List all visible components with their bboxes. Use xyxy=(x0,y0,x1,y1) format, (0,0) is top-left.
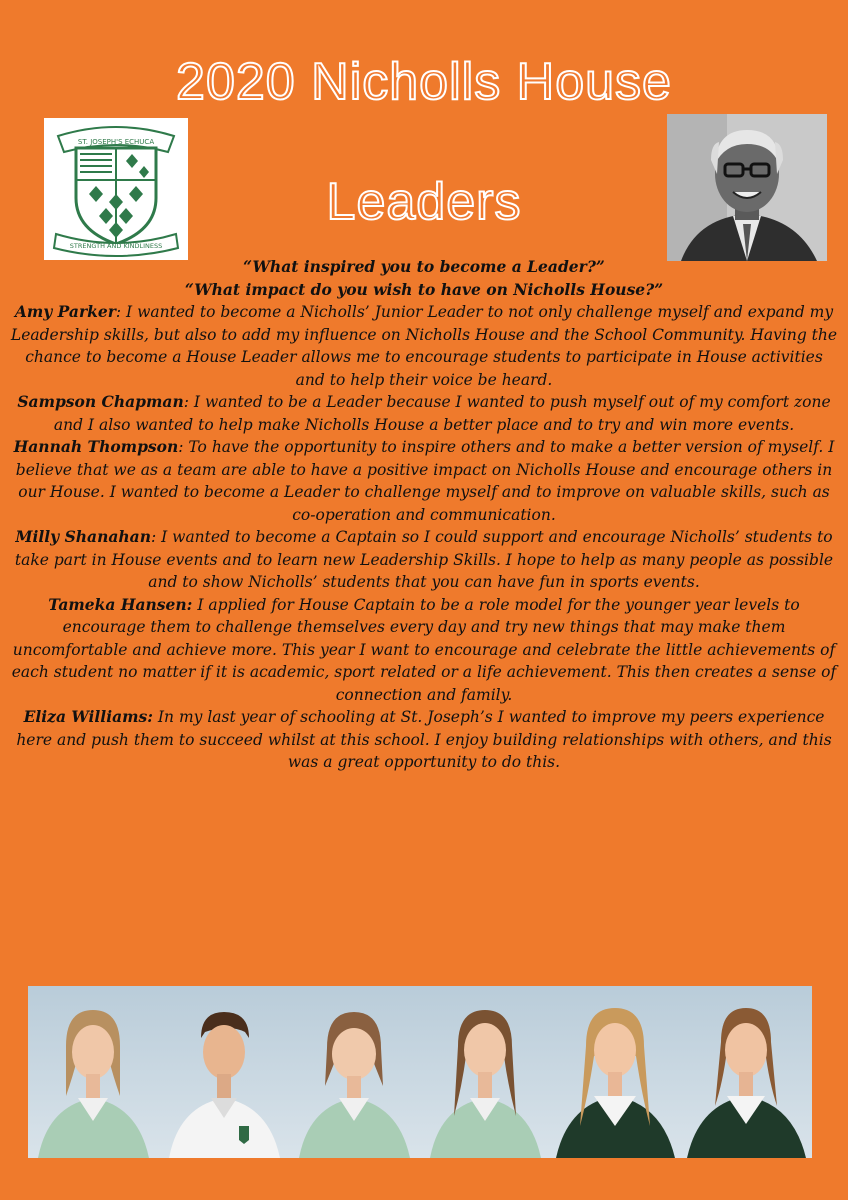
response-tameka-hansen xyxy=(10,594,838,707)
leader-photo-6 xyxy=(681,986,812,1158)
name-separator: : xyxy=(183,393,194,411)
leader-response: I applied for House Captain to be a role model for the younger year levels to encourage them to challenge themselves every day and try new things that may make them uncomfortable and achieve more. This year I want to encourage and celebrate the little achievements of each student no matter if it is academic, sport related or a life achievement. This then creates a sense of connection and family. xyxy=(11,595,837,704)
response-sampson-chapman xyxy=(10,391,838,436)
leader-photo-5 xyxy=(550,986,681,1158)
question-1: “What inspired you to become a Leader?” xyxy=(243,257,605,276)
leader-name: Eliza Williams: xyxy=(23,707,153,726)
response-hannah-thompson xyxy=(10,436,838,526)
portrait-photo xyxy=(667,114,827,261)
leader-name: Sampson Chapman xyxy=(17,392,184,411)
name-separator: : xyxy=(150,528,162,546)
response-amy-parker xyxy=(10,301,838,391)
leader-photo-4 xyxy=(420,986,551,1158)
leader-name: Amy Parker xyxy=(14,302,116,321)
name-separator: : xyxy=(178,438,189,456)
leader-photo-1 xyxy=(28,986,159,1158)
leader-name: Tameka Hansen: xyxy=(48,594,193,614)
leader-response: To have the opportunity to inspire others and to make a better version of myself. I believe that we as a team are able to have a positive impact on Nicholls House and encourage others in our House. I wanted to become a Leader to challenge myself and to improve on valuable skills, such as co-operation and communication. xyxy=(15,438,835,524)
response-eliza-williams xyxy=(10,706,838,774)
leaders-text-block xyxy=(10,256,838,774)
leader-name: Milly Shanahan xyxy=(15,527,151,546)
leader-response: I wanted to become a Captain so I could support and encourage Nicholls’ students to take part in House events and to learn new Leadership Skills. I hope to help as many people as possible and to show Nicholls’ students that you can have fun in sports events. xyxy=(14,528,834,591)
leader-response: I wanted to be a Leader because I wanted to push myself out of my comfort zone and I also wanted to help make Nicholls House a better place and to try and win more events. xyxy=(53,393,831,434)
page-title-line-1: 2020 Nicholls House xyxy=(176,53,672,111)
logo-bottom-text: STRENGTH AND KINDLINESS xyxy=(69,242,163,250)
response-milly-shanahan xyxy=(10,526,838,594)
question-2: “What impact do you wish to have on Nicholls House?” xyxy=(184,279,664,299)
leader-response: In my last year of schooling at St. Joseph’s I wanted to improve my peers experience here and push them to succeed whilst at this school. I enjoy building relationships with others, and this was a great opportunity to do this. xyxy=(16,708,832,771)
page-title-line-2: Leaders xyxy=(326,173,522,231)
leader-photo-3 xyxy=(289,986,420,1158)
leader-name: Hannah Thompson xyxy=(13,437,179,456)
school-crest-logo xyxy=(44,118,188,260)
logo-top-text: ST. JOSEPH'S ECHUCA xyxy=(77,138,155,146)
name-separator: : xyxy=(115,303,127,321)
leader-photos-strip xyxy=(28,986,812,1158)
leader-response: I wanted to become a Nicholls’ Junior Leader to not only challenge myself and expand my Leadership skills, but also to add my influence on Nicholls House and the School Community. Having the chance to become a House Leader allows me to encourage students to participate in House activities and to help their voice be heard. xyxy=(10,303,838,389)
leader-photo-2 xyxy=(159,986,290,1158)
